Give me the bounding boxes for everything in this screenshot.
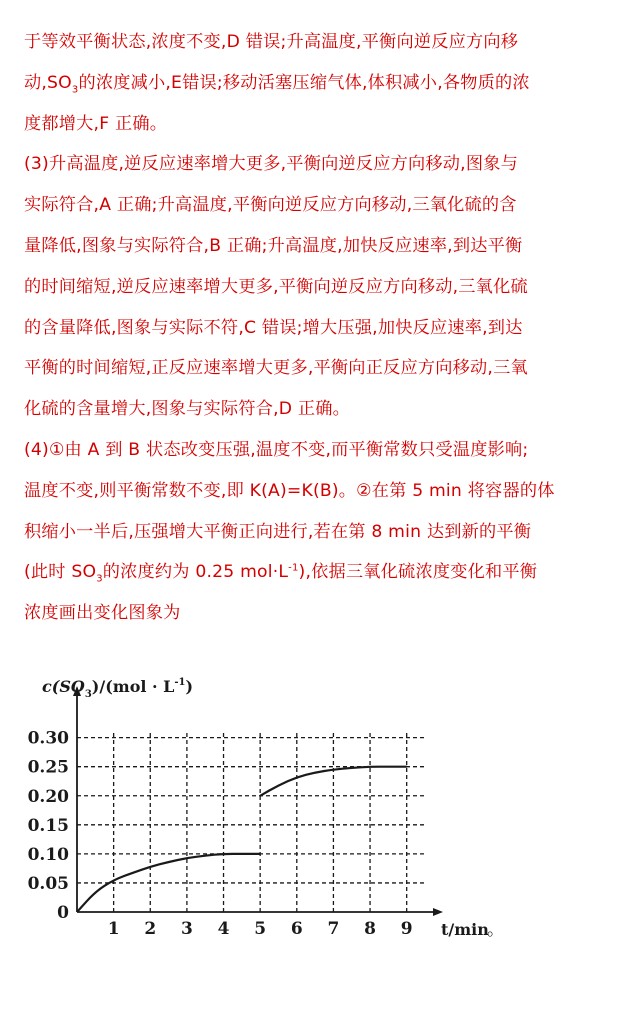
text-segment: 浓度画出变化图象为 <box>24 603 181 624</box>
text-segment: 的浓度约为 0.25 mol·L <box>102 562 289 583</box>
text-line <box>24 512 624 553</box>
text-segment: 3 <box>71 84 79 96</box>
x-tick-label: 2 <box>144 919 157 939</box>
y-tick-label: 0.25 <box>27 757 69 778</box>
x-tick-label: 3 <box>180 919 193 939</box>
text-segment: (3)升高温度,逆反应速率增大更多,平衡向逆反应方向移动,图象与 <box>24 154 519 175</box>
y-tick-label: 0.05 <box>27 873 69 894</box>
y-axis-label-part: )/(mol · L <box>91 677 175 696</box>
text-segment: 的浓度减小,E错误;移动活塞压缩气体,体积减小,各物质的浓 <box>78 72 530 93</box>
y-axis-label-part: c(SO <box>42 677 85 696</box>
x-axis-label: t/min <box>441 920 489 939</box>
origin-label: 0 <box>57 903 69 923</box>
text-line <box>24 104 624 145</box>
text-line <box>24 63 624 104</box>
text-segment: 化硫的含量增大,图象与实际符合,D 正确。 <box>24 399 351 420</box>
text-line <box>24 389 624 430</box>
x-tick-label: 9 <box>400 919 413 939</box>
text-segment: (此时 SO <box>24 562 97 583</box>
text-line <box>24 267 624 308</box>
text-line <box>24 22 624 63</box>
text-segment: 实际符合,A 正确;升高温度,平衡向逆反应方向移动,三氧化硫的含 <box>24 195 517 216</box>
text-segment: 于等效平衡状态,浓度不变,D 错误;升高温度,平衡向逆反应方向移 <box>24 32 519 52</box>
y-axis-label-part: 3 <box>84 689 92 700</box>
text-line <box>24 308 624 349</box>
y-tick-label: 0.15 <box>27 815 69 836</box>
text-segment: 3 <box>96 573 103 585</box>
text-line <box>24 144 624 185</box>
text-line <box>24 430 624 471</box>
text-segment: 动,SO <box>24 72 72 93</box>
text-line <box>24 226 624 267</box>
text-segment: 平衡的时间缩短,正反应速率增大更多,平衡向正反应方向移动,三氧 <box>24 358 528 379</box>
x-tick-label: 1 <box>107 919 120 939</box>
text-segment: -1 <box>288 562 299 574</box>
text-segment: (4)①由 A 到 B 状态改变压强,温度不变,而平衡常数只受温度影响; <box>24 439 529 460</box>
y-tick-label: 0.30 <box>27 728 69 749</box>
text-line <box>24 185 624 226</box>
y-axis-label <box>42 677 193 700</box>
y-axis-label-part: ) <box>185 677 194 696</box>
x-tick-label: 7 <box>327 919 340 939</box>
text-segment: 度都增大,F 正确。 <box>24 113 168 134</box>
trailing-period: 。 <box>487 920 504 940</box>
solution-text <box>24 22 624 634</box>
text-segment: ),依据三氧化硫浓度变化和平衡 <box>298 562 538 583</box>
text-line <box>24 552 624 593</box>
text-segment: 的时间缩短,逆反应速率增大更多,平衡向逆反应方向移动,三氧化硫 <box>24 276 528 297</box>
x-tick-label: 6 <box>290 919 303 939</box>
x-tick-label: 5 <box>254 919 267 939</box>
text-segment: 量降低,图象与实际符合,B 正确;升高温度,加快反应速率,到达平衡 <box>24 235 523 256</box>
x-tick-label: 4 <box>217 919 230 939</box>
text-line <box>24 593 624 634</box>
so3-concentration-chart <box>22 668 504 953</box>
y-axis-label-part: -1 <box>174 677 186 688</box>
x-tick-label: 8 <box>364 919 376 939</box>
text-line <box>24 471 624 512</box>
text-line <box>24 348 624 389</box>
y-tick-label: 0.20 <box>27 786 69 807</box>
chart-svg <box>22 668 504 953</box>
text-segment: 的含量降低,图象与实际不符,C 错误;增大压强,加快反应速率,到达 <box>24 317 523 338</box>
text-segment: 积缩小一半后,压强增大平衡正向进行,若在第 8 min 达到新的平衡 <box>24 521 532 542</box>
text-segment: 温度不变,则平衡常数不变,即 K(A)=K(B)。②在第 5 min 将容器的体 <box>24 480 555 501</box>
x-axis-arrow-icon <box>433 908 443 916</box>
y-tick-label: 0.10 <box>27 844 69 865</box>
